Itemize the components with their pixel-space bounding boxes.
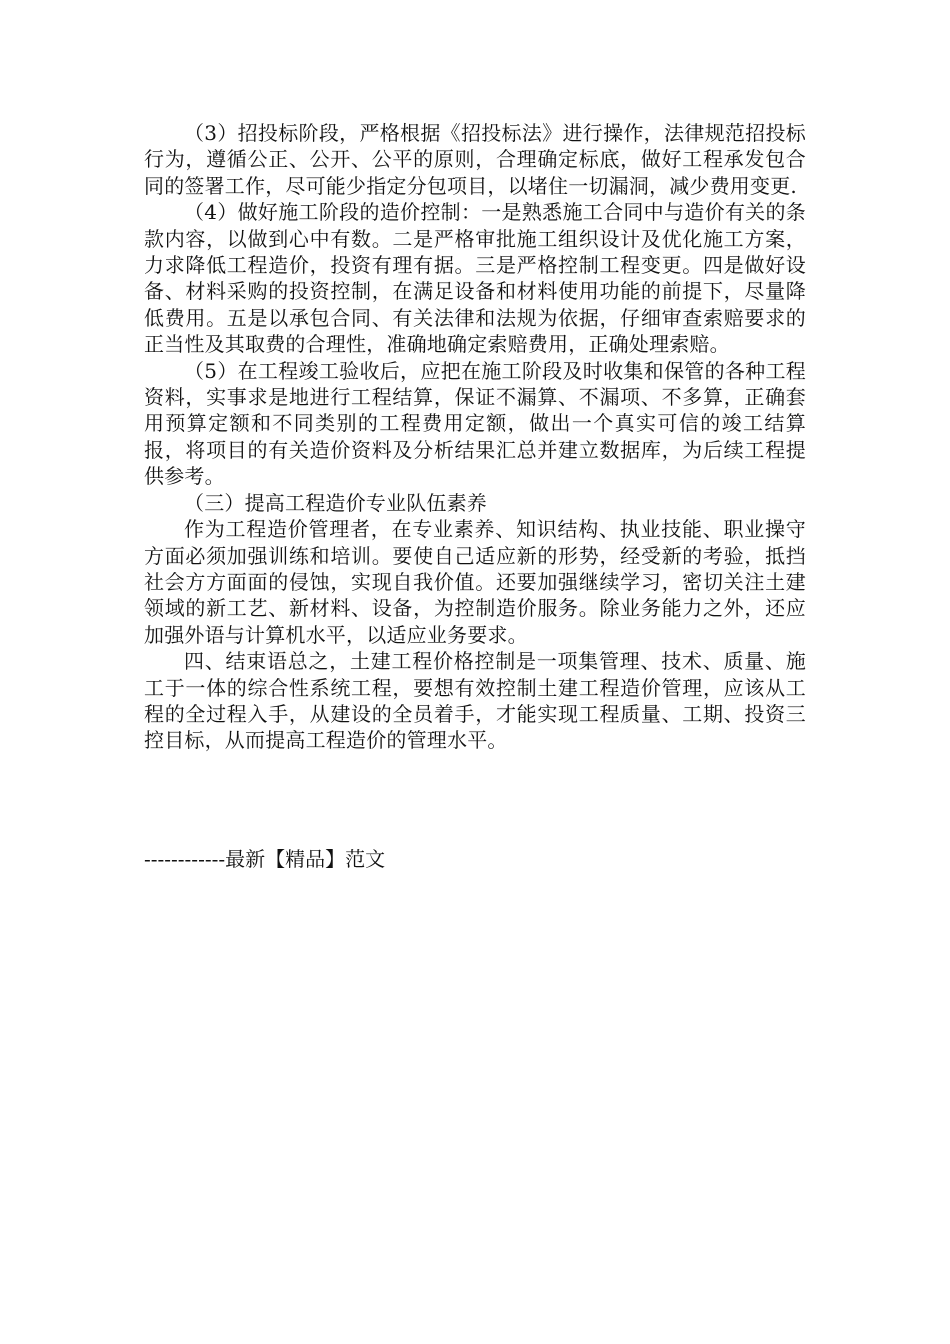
document-body	[144, 120, 806, 754]
paragraph-bidding-stage: （3）招投标阶段，严格根据《招投标法》进行操作，法律规范招投标行为，遵循公正、公开、公平的原则，合理确定标底，做好工程承发包合同的签署工作，尽可能少指定分包项目，以堵住一切漏洞，减少费用变更.	[144, 121, 806, 198]
paragraph-team-quality: 作为工程造价管理者，在专业素养、知识结构、执业技能、职业操守方面必须加强训练和培训。要使自己适应新的形势，经受新的考验，抵挡社会方方面面的侵蚀，实现自我价值。还要加强继续学习，密切关注土建领域的新工艺、新材料、设备，为控制造价服务。除业务能力之外，还应加强外语与计算机水平，以适应业务要求。	[144, 517, 806, 647]
paragraph-completion-stage: （5）在工程竣工验收后，应把在施工阶段及时收集和保管的各种工程资料，实事求是地进行工程结算，保证不漏算、不漏项、不多算，正确套用预算定额和不同类别的工程费用定额，做出一个真实可信的竣工结算报，将项目的有关造价资料及分析结果汇总并建立数据库，为后续工程提供参考。	[144, 358, 806, 489]
paragraph-conclusion: 四、结束语总之，土建工程价格控制是一项集管理、技术、质量、施工于一体的综合性系统工程，要想有效控制土建工程造价管理，应该从工程的全过程入手，从建设的全员着手，才能实现工程质量、工期、投资三控目标，从而提高工程造价的管理水平。	[144, 649, 806, 753]
footer-text: ------------最新【精品】范文	[144, 847, 386, 871]
paragraph-construction-stage: （4）做好施工阶段的造价控制：一是熟悉施工合同中与造价有关的条款内容，以做到心中有数。二是严格审批施工组织设计及优化施工方案，力求降低工程造价，投资有理有据。三是严格控制工程变更。四是做好设备、材料采购的投资控制，在满足设备和材料使用功能的前提下，尽量降低费用。五是以承包合同、有关法律和法规为依据，仔细审查索赔要求的正当性及其取费的合理性，准确地确定索赔费用，正确处理索赔。	[144, 200, 806, 357]
section-heading-team-quality: （三）提高工程造价专业队伍素养	[184, 490, 487, 515]
